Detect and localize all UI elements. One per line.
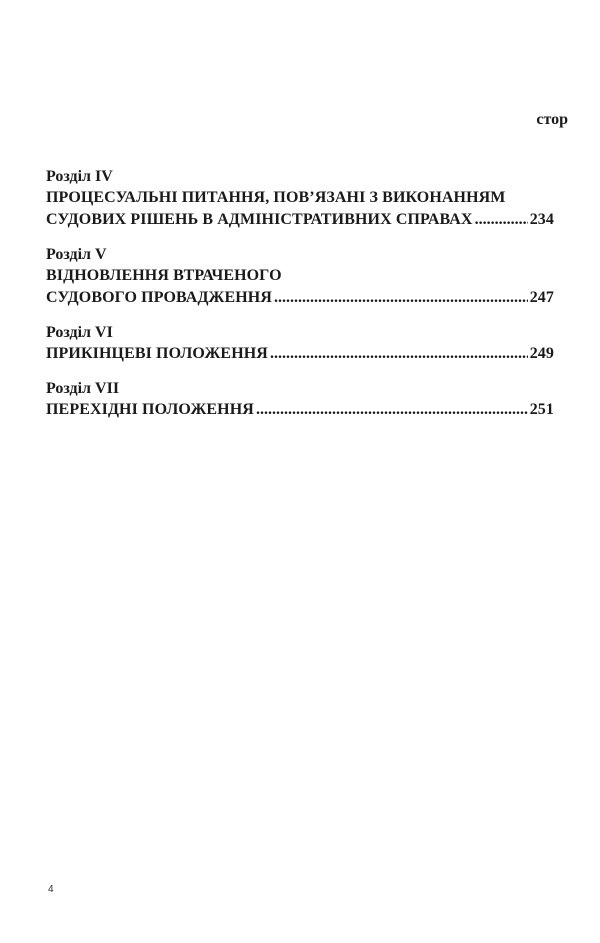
dot-leader: [274, 287, 528, 309]
page-number: 251: [529, 401, 554, 418]
page-column-label: стор: [536, 111, 568, 128]
section-title-last-line: [46, 209, 554, 231]
dot-leader: [256, 399, 528, 421]
page-number: 234: [529, 211, 554, 228]
section-title-last-line: [46, 399, 554, 421]
toc-entry-section-5: [46, 245, 554, 309]
section-title-text: СУДОВОГО ПРОВАДЖЕННЯ: [46, 289, 272, 306]
dot-leader: [270, 343, 528, 365]
toc-entry-section-6: [46, 323, 554, 365]
toc-entry-section-7: [46, 379, 554, 421]
section-title-line: ПРОЦЕСУАЛЬНІ ПИТАННЯ, ПОВ’ЯЗАНІ З ВИКОНАННЯМ: [46, 189, 506, 206]
section-title-text: ПРИКІНЦЕВІ ПОЛОЖЕННЯ: [46, 345, 268, 362]
table-of-contents: [46, 167, 554, 435]
section-title-text: СУДОВИХ РІШЕНЬ В АДМІНІСТРАТИВНИХ СПРАВАХ: [46, 211, 473, 228]
toc-entry-section-4: [46, 167, 554, 231]
section-label: Розділ VI: [46, 324, 113, 341]
section-title-text: ПЕРЕХІДНІ ПОЛОЖЕННЯ: [46, 401, 254, 418]
section-title-line: ВІДНОВЛЕННЯ ВТРАЧЕНОГО: [46, 267, 282, 284]
dot-leader: [475, 209, 528, 231]
section-label: Розділ IV: [46, 168, 113, 185]
folio-page-number: 4: [48, 884, 54, 895]
section-label: Розділ V: [46, 246, 107, 263]
section-label: Розділ VII: [46, 380, 120, 397]
page-number: 247: [529, 289, 554, 306]
section-title-last-line: [46, 343, 554, 365]
section-title-last-line: [46, 287, 554, 309]
page-number: 249: [529, 345, 554, 362]
